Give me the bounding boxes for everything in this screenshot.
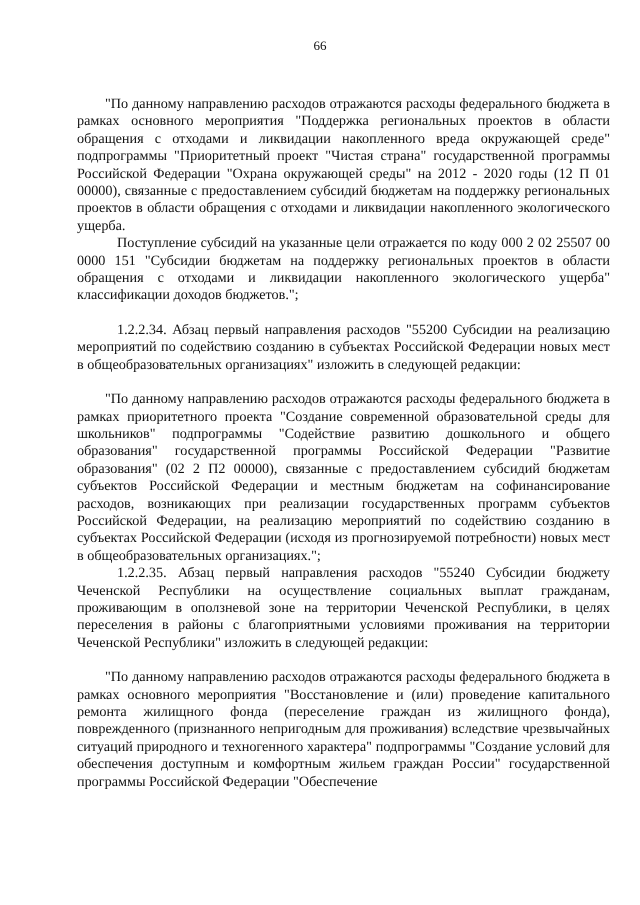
paragraph-housing-restoration: "По данному направлению расходов отражаются расходы федерального бюджета в рамках основного мероприятия "Восстановление и (или) проведение капитального ремонта жилищного фонда (переселение граждан из жилищного фонда), поврежденного (признанного непригодным для проживания) вследствие чрезвычайных ситуаций природного и техногенного характера" подпрограммы "Создание условий для обеспечения доступным и комфортным жильем граждан России" государственной программы Российской Федерации "Обеспечение bbox=[77, 669, 610, 790]
paragraph-amendment-1-2-2-35: 1.2.2.35. Абзац первый направления расходов "55240 Субсидии бюджету Чеченской Республики на осуществление социальных выплат гражданам, проживающим в оползневой зоне на территории Чеченской Республики, в целях переселения в районы с благоприятными условиями проживания на территории Чеченской Республики" изложить в следующей редакции: bbox=[77, 565, 610, 651]
document-body bbox=[77, 96, 610, 791]
paragraph-amendment-1-2-2-34: 1.2.2.34. Абзац первый направления расходов "55200 Субсидии на реализацию мероприятий по содействию созданию в субъектах Российской Федерации новых мест в общеобразовательных организациях" изложить в следующей редакции: bbox=[77, 321, 610, 373]
paragraph-subsidy-income-code: Поступление субсидий на указанные цели отражается по коду 000 2 02 25507 00 0000 151 "Субсидии бюджетам на поддержку региональных проектов в области обращения с отходами и ликвидации накопленного экологического ущерба" классификации доходов бюджетов."; bbox=[77, 235, 610, 304]
paragraph-education-new-places: "По данному направлению расходов отражаются расходы федерального бюджета в рамках приоритетного проекта "Создание современной образовательной среды для школьников" подпрограммы "Содействие развитию дошкольного и общего образования" государственной программы Российской Федерации "Развитие образования" (02 2 П2 00000), связанные с предоставлением субсидий бюджетам субъектов Российской Федерации и местным бюджетам на софинансирование расходов, возникающих при реализации государственных программ субъектов Российской Федерации, на реализацию мероприятий по содействию созданию в субъектах Российской Федерации (исходя из прогнозируемой потребности) новых мест в общеобразовательных организациях."; bbox=[77, 391, 610, 564]
page-number: 66 bbox=[313, 38, 327, 53]
paragraph-budget-waste-projects: "По данному направлению расходов отражаются расходы федерального бюджета в рамках основного мероприятия "Поддержка региональных проектов в области обращения с отходами и ликвидации накопленного вреда окружающей среде" подпрограммы "Приоритетный проект "Чистая страна" государственной программы Российской Федерации "Охрана окружающей среды" на 2012 - 2020 годы (12 П 01 00000), связанные с предоставлением субсидий бюджетам на поддержку региональных проектов в области обращения с отходами и ликвидации накопленного экологического ущерба. bbox=[77, 96, 610, 234]
